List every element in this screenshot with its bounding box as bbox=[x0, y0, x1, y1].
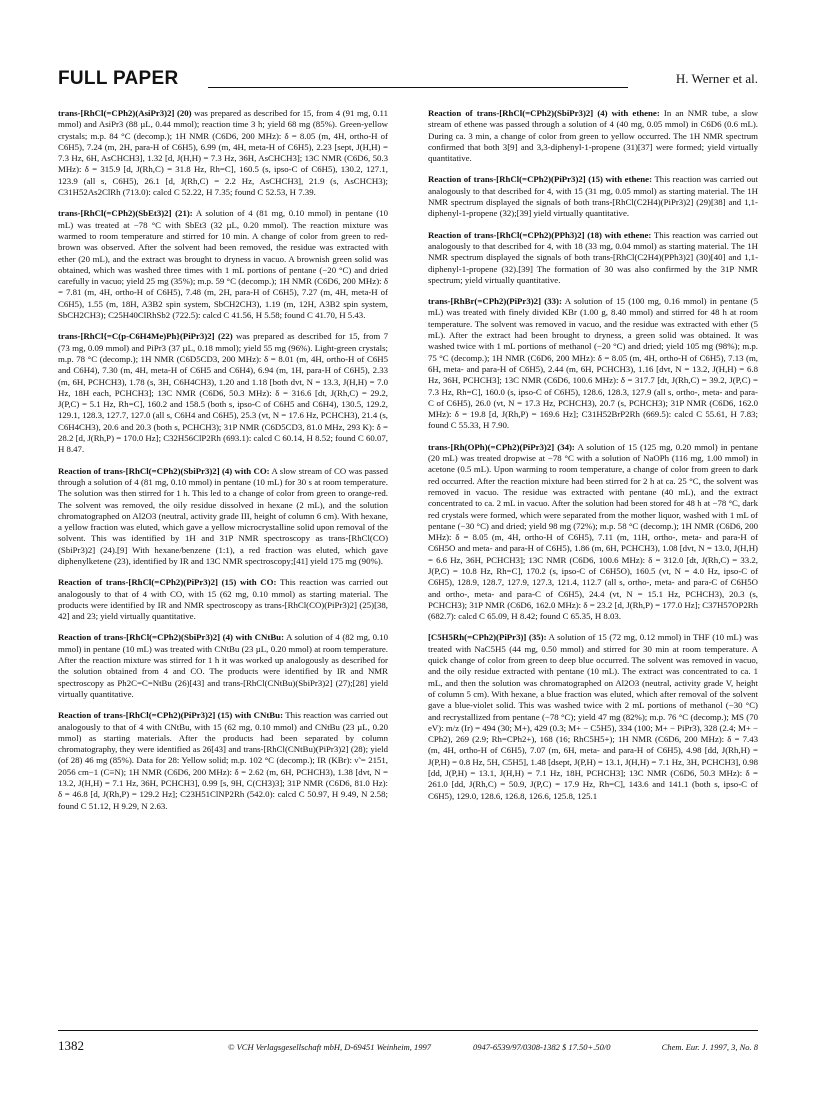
paragraph-heading: Reaction of trans-[RhCl(=CPh2)(SbiPr3)2] (4) with ethene: bbox=[428, 108, 660, 118]
page-header bbox=[58, 68, 758, 92]
header-rule bbox=[208, 87, 628, 88]
paragraph-text: A solution of 4 (81 mg, 0.10 mmol) in pentane (10 mL) was treated at −78 °C with SbEt3 (32 µL, 0.20 mmol). The reaction mixture was warmed to room temperature and stirred for 10 min. A change of color from green to red-brown was observed. After the solvent had been removed, the residue was extracted with ether (20 mL), and the extract was brought to dryness in vacuo. A brownish green solid was obtained, which was washed three times with 1 mL portions of pentane (−20 °C) and dried carefully in vacuo; yield 25 mg (35%); m.p. 59 °C (decomp.); 1H NMR (C6D6, 200 MHz): δ = 7.81 (m, 4H, ortho-H of C6H5), 7.48 (m, 2H, para-H of C6H5), 7.27 (m, 4H, meta-H of C6H5), 1.55 (m, 18H, A3B2 spin system, SbCH2CH3), 1.19 (m, 12H, A3B2 spin system, SbCH2CH3); C25H40ClRhSb2 (722.5): calcd C 41.56, H 5.58; found C 41.70, H 5.43. bbox=[58, 208, 388, 321]
footer-rule bbox=[58, 1030, 758, 1031]
experimental-paragraph bbox=[58, 208, 388, 321]
running-authors: H. Werner et al. bbox=[675, 71, 758, 86]
paragraph-text: A solution of 15 (125 mg, 0.20 mmol) in pentane (20 mL) was treated dropwise at −78 °C with a solution of NaOPh (116 mg, 1.00 mmol) in acetone (0.5 mL). Upon warming to room temperature, a change of color from green to dark red occurred. After the reaction mixture had been stirred for 2 h at ca. 25 °C, the solvent was removed in vacuo. The residue was extracted with pentane (40 mL), and the extract concentrated to ca. 2 mL in vacuo. After the solution had been stored for 48 h at −78 °C, dark red crystals were formed, which were separated from the mother liquor, washed with 1 mL of pentane (−30 °C) and dried; yield 98 mg (72%); m.p. 58 °C (decomp.); 1H NMR (C6D6, 200 MHz): δ = 8.05 (m, 4H, ortho-H of C6H5), 7.11 (m, 11H, ortho-, meta- and para-H of C6H5O and meta- and para-H of C6H5), 1.86 (m, 6H, PCHCH3), 1.08 [dvt, N = 13.0, J(H,H) = 6.6 Hz, 36H, PCHCH3]; 13C NMR (C6D6, 100.6 MHz): δ = 312.0 [dt, J(Rh,C) = 33.2, J(P,C) = 10.8 Hz, Rh=C], 170.2 (s, ipso-C of C6H5O), 160.5 (vt, N = 4.0 Hz, ipso-C of C6H5), 128.9, 128.7, 127.9, 127.3, 121.4, 112.7 (all s, ortho-, meta- and para-C of C6H5O and ortho-, meta- and para-C of C6H5), 24.4 (vt, N = 15.1 Hz, PCHCH3), 20.3 (s, PCHCH3); 31P NMR (C6D6, 162.0 MHz): δ = 23.2 [d, J(Rh,P) = 177.0 Hz]; C37H57OP2Rh (682.7): calcd C 65.09, H 8.42; found C 65.35, H 8.03. bbox=[428, 441, 758, 622]
right-column bbox=[428, 108, 758, 1008]
paragraph-text: This reaction was carried out analogously to that of 4 with CNtBu, with 15 (62 mg, 0.10 mmol) and CNtBu (23 µL, 0.20 mmol) as starting materials. After the products had been separated by column chromatography, they were identified as 26[43] and trans-[RhCl(CNtBu)(PiPr3)2] (28); yield (of 28) 46 mg (85%). Data for 28: Yellow solid; m.p. 102 °C (decomp.); IR (KBr): ν̃ = 2151, 2056 cm−1 (C≡N); 1H NMR (C6D6, 200 MHz): δ = 2.62 (m, 6H, PCHCH3), 1.38 [dvt, N = 13.2, J(H,H) = 7.1 Hz, 36H, PCHCH3], 0.99 [s, 9H, C(CH3)3]; 31P NMR (C6D6, 81.0 Hz): δ = 46.8 [d, J(Rh,P) = 129.2 Hz]; C23H51ClNP2Rh (542.0): calcd C 50.97, H 9.49, N 2.58; found C 51.12, H 9.29, N 2.63. bbox=[58, 710, 388, 811]
experimental-paragraph bbox=[58, 331, 388, 455]
paragraph-heading: Reaction of trans-[RhCl(=CPh2)(PiPr3)2] (15) with ethene: bbox=[428, 174, 653, 185]
paragraph-heading: trans-[RhBr(=CPh2)(PiPr3)2] (33): bbox=[428, 296, 562, 307]
paragraph-heading: Reaction of trans-[RhCl(=CPh2)(SbiPr3)2] (4) with CO: bbox=[58, 465, 270, 476]
paragraph-heading: Reaction of trans-[RhCl(=CPh2)(SbiPr3)2] (4) with CNtBu: bbox=[58, 632, 285, 643]
issn-price-code: 0947-6539/97/0308-1382 $ 17.50+.50/0 bbox=[473, 1042, 611, 1052]
paragraph-text: was prepared as described for 15, from 7 (73 mg, 0.09 mmol) and PiPr3 (37 µL, 0.18 mmol); yield 55 mg (96%). Light-green crystals; m.p. 78 °C (decomp.); 1H NMR (C6D5CD3, 200 MHz): δ = 8.01 (m, 4H, ortho-H of C6H5 and C6H4), 7.30 (m, 4H, meta-H of C6H5 and C6H4), 6.94 (m, 1H, para-H of C6H5), 2.33 (m, 6H, PCHCH3), 1.78 (s, 3H, C6H4CH3), 1.20 and 1.18 [both dvt, N = 13.3, J(H,H) = 7.0 Hz, 18H each, PCHCH3]; 13C NMR (C6D6, 50.3 MHz): δ = 316.6 [dt, J(Rh,C) = 29.2, J(P,C) = 5.1 Hz, Rh=C], 160.2 and 158.5 (both s, ipso-C of C6H5 and C6H4), 130.5, 129.2, 129.1, 128.3, 127.7, 127.0 (all s, C6H4 and C6H5), 25.3 (vt, N = 17.6 Hz, PCHCH3), 21.4 (s, C6H4CH3), 20.6 and 20.3 (both s, PCHCH3); 31P NMR (C6D5CD3, 81.0 MHz, 293 K): δ = 28.2 [d, J(Rh,P) = 170.0 Hz]; C32H56ClP2Rh (693.1): calcd C 60.14, H 8.52; found C 60.07, H 8.47. bbox=[58, 331, 388, 455]
paragraph-heading: Reaction of trans-[RhCl(=CPh2)(PPh3)2] (18) with ethene: bbox=[428, 229, 652, 240]
paragraph-heading: trans-[Rh(OPh)(=CPh2)(PiPr3)2] (34): bbox=[428, 441, 575, 452]
paragraph-heading: [C5H5Rh(=CPh2)(PiPr3)] (35): bbox=[428, 632, 547, 643]
paragraph-text: In an NMR tube, a slow stream of ethene was passed through a solution of 4 (40 mg, 0.05 mmol) in C6D6 (0.6 mL). During ca. 3 min, a change of color from green to yellow occurred. The 1H NMR spectrum confirmed that both 3[9] and 3,3-diphenyl-1-propene (31)[37] were formed; yield virtually quantitative. bbox=[428, 108, 758, 164]
section-title: FULL PAPER bbox=[58, 68, 179, 89]
experimental-paragraph bbox=[428, 108, 758, 164]
experimental-paragraph bbox=[58, 632, 388, 700]
experimental-paragraph bbox=[58, 577, 388, 622]
paragraph-text: A solution of 15 (100 mg, 0.16 mmol) in pentane (5 mL) was treated with finely divided KBr (1.00 g, 8.40 mmol) and stirred for 48 h at room temperature. The solvent was removed in vacuo, and the residue was extracted with ether (5 mL). After the extract had been brought to dryness, a green solid was obtained. It was washed twice with 1 mL portions of methanol (−20 °C) and dried; yield 105 mg (98%); m.p. 75 °C (decomp.); 1H NMR (C6D6, 200 MHz): δ = 8.05 (m, 4H, ortho-H of C6H5), 7.13 (m, 6H, meta- and para-H of C6H5), 2.44 (m, 6H, PCHCH3), 1.16 [dvt, N = 13.2, J(H,H) = 6.8 Hz, 36H, PCHCH3]; 13C NMR (C6D6, 100.6 MHz): δ = 317.7 [dt, J(Rh,C) = 39.2, J(P,C) = 7.3 Hz, Rh=C], 160.0 (s, ipso-C of C6H5), 128.6, 128.3, 127.9 (all s, ortho-, meta- and para-C of C6H5), 26.0 (vt, N = 17.3 Hz, PCHCH3), 20.7 (s, PCHCH3); 31P NMR (C6D6, 162.0 MHz): δ = 19.8 [d, J(Rh,P) = 169.6 Hz]; C31H52BrP2Rh (669.5): calcd C 55.61, H 7.83; found C 55.33, H 7.90. bbox=[428, 296, 758, 431]
paragraph-text: was prepared as described for 15, from 4 (91 mg, 0.11 mmol) and AsiPr3 (88 µL, 0.44 mmol); reaction time 3 h; yield 68 mg (85%). Green-yellow crystals; m.p. 84 °C (decomp.); 1H NMR (C6D6, 200 MHz): δ = 8.05 (m, 4H, ortho-H of C6H5), 7.24 (m, 2H, para-H of C6H5), 6.99 (m, 4H, meta-H of C6H5), 2.23 [sept, J(H,H) = 7.3 Hz, 6H, AsCHCH3], 1.32 [d, J(H,H) = 7.3 Hz, 36H, AsCHCH3]; 13C NMR (C6D6, 50.3 MHz): δ = 315.9 [d, J(Rh,C) = 31.8 Hz, Rh=C], 160.5 (s, ipso-C of C6H5), 130.2, 127.1, 123.9 (all s, C6H5), 26.1 [d, J(Rh,C) = 2.2 Hz, AsCHCH3], 21.9 (s, AsCHCH3); C31H52As2ClRh (713.0): calcd C 52.22, H 7.35; found C 52.53, H 7.39. bbox=[58, 108, 388, 198]
paragraph-heading: Reaction of trans-[RhCl(=CPh2)(PiPr3)2] (15) with CO: bbox=[58, 577, 277, 588]
experimental-paragraph bbox=[428, 296, 758, 432]
paragraph-text: A solution of 4 (82 mg, 0.10 mmol) in pentane (10 mL) was treated with CNtBu (23 µL, 0.20 mmol) at room temperature. After the reaction mixture was stirred for 1 h it was worked up analogously as described for the solution obtained from 4 and CO. The products were identified by IR and NMR spectroscopy as Ph2C=C=NtBu (26)[43] and trans-[RhCl(CNtBu)(SbiPr3)2] (27);[28] yield virtually quantitative. bbox=[58, 632, 388, 699]
experimental-paragraph bbox=[428, 442, 758, 623]
experimental-paragraph bbox=[58, 108, 388, 198]
experimental-paragraph bbox=[428, 174, 758, 219]
journal-citation: Chem. Eur. J. 1997, 3, No. 8 bbox=[661, 1042, 758, 1052]
paragraph-heading: trans-[RhCl(=CPh2)(AsiPr3)2] (20) bbox=[58, 108, 192, 118]
experimental-paragraph bbox=[428, 230, 758, 286]
paragraph-heading: Reaction of trans-[RhCl(=CPh2)(PiPr3)2] (15) with CNtBu: bbox=[58, 710, 284, 721]
paragraph-text: A solution of 15 (72 mg, 0.12 mmol) in THF (10 mL) was treated with NaC5H5 (44 mg, 0.50 mmol) and stirred for 30 min at room temperature. A quick change of color from green to deep blue occurred. The solvent was removed in vacuo, and the oily residue extracted with pentane (10 mL). The extract was concentrated to ca. 1 mL, and then the solution was chromatographed on Al2O3 (neutral, activity grade V, height of column 5 cm). With hexane, a blue fraction was eluted, which after removal of the solvent gave a blue-violet solid. This was washed twice with 2 mL portions of methanol (−30 °C) and recrystallized from pentane (−78 °C); yield 47 mg (82%); m.p. 76 °C (decomp.); MS (70 eV): m/z (Ir) = 494 (30; M+), 429 (0.3; M+ − C5H5), 334 (100; M+ − PiPr3), 328 (2.4; M+ − CPh2), 269 (2.9; Rh=CPh2+), 168 (16; RhC5H5+); 1H NMR (C6D6, 200 MHz): δ = 7.43 (m, 4H, ortho-H of C6H5), 7.07 (m, 6H, meta- and para-H of C6H5), 4.98 [dd, J(Rh,H) = J(P,H) = 0.8 Hz, 5H, C5H5], 1.48 [dsept, J(P,H) = 13.1, J(H,H) = 7.1 Hz, 3H, PCHCH3], 0.98 [dd, J(P,H) = 13.1, J(H,H) = 7.1 Hz, 18H, PCHCH3]; 13C NMR (C6D6, 50.3 MHz): δ = 261.0 [dd, J(Rh,C) = 50.9, J(P,C) = 17.9 Hz, Rh=C], 143.6 and 141.1 (both s, ipso-C of C6H5), 129.0, 128.6, 126.8, 126.6, 125.8, 125.1 bbox=[428, 632, 758, 801]
page-footer bbox=[58, 1040, 758, 1058]
paragraph-text: This reaction was carried out analogously to that described for 4, with 15 (31 mg, 0.05 mmol) as starting material. The 1H NMR spectrum displayed the signals of both trans-[RhCl(C2H4)(PiPr3)2] (29)[38] and 1,1-diphenyl-1-propene (32);[39] yield virtually quantitative. bbox=[428, 174, 758, 219]
paragraph-heading: trans-[RhCl(=CPh2)(SbEt3)2] (21): bbox=[58, 208, 193, 219]
experimental-paragraph bbox=[58, 710, 388, 812]
left-column bbox=[58, 108, 388, 1008]
experimental-paragraph bbox=[428, 632, 758, 801]
page-number: 1382 bbox=[58, 1038, 84, 1053]
paragraph-heading: trans-[RhCl{=C(p-C6H4Me)Ph}(PiPr3)2] (22) bbox=[58, 331, 233, 342]
paragraph-text: This reaction was carried out analogously to that described for 4, with 18 (33 mg, 0.04 mmol) as starting material. The 1H NMR spectrum displayed the signals of both trans-[RhCl(C2H4)(PPh3)2] (30)[40] and 1,1-diphenyl-1-propene (32).[39] The formation of 30 was also confirmed by the 31P NMR spectrum; yield virtually quantitative. bbox=[428, 229, 758, 285]
paragraph-text: A slow stream of CO was passed through a solution of 4 (81 mg, 0.10 mmol) in pentane (10 mL) for 30 s at room temperature. The solution was then stirred for 1 h. This led to a change of color from green to orange-red. The solvent was removed, the oily residue dissolved in hexane (2 mL), and the solution chromatographed on Al2O3 (neutral, activity grade III, height of column 6 cm). With hexane, a yellow fraction was eluted, which gave a yellow microcrystalline solid upon removal of the solvent. This was identified by 1H and 31P NMR spectroscopy as trans-[RhCl(CO)(SbiPr3)2] (24).[9] With hexane/benzene (1:1), a red fraction was eluted, which gave diphenylketene (23), identified by IR and 13C NMR spectroscopy;[41] yield 175 mg (90%). bbox=[58, 465, 388, 566]
experimental-paragraph bbox=[58, 466, 388, 568]
copyright-notice: © VCH Verlagsgesellschaft mbH, D-69451 Weinheim, 1997 bbox=[228, 1042, 432, 1052]
paragraph-text: This reaction was carried out analogously to that of 4 with CO, with 15 (62 mg, 0.10 mmol) as starting material. The products were identified by IR and NMR spectroscopy as trans-[RhCl(CO)(PiPr3)2] (25)[38, 42] and 23; yield virtually quantitative. bbox=[58, 577, 388, 622]
